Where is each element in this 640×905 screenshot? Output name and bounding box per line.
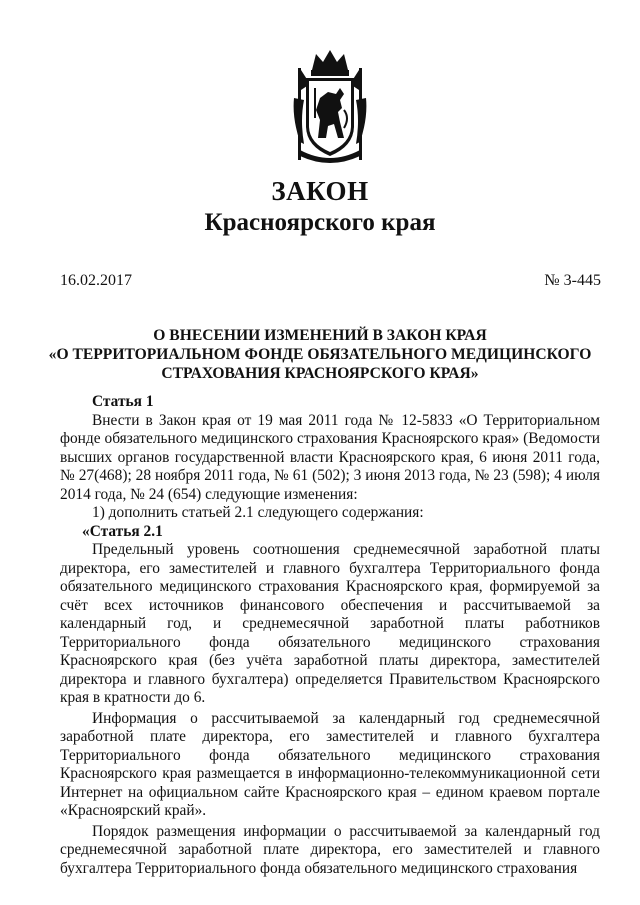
article-1-intro: Внести в Закон края от 19 мая 2011 года № 12-5833 «О Территориальном фонде обязательного медицинского страхования Красноярского края» (Ведомости высших органов государственной власти Красноярского края, 6 июня 2011 года, № 27(468); 28 ноября 2011 года, № 61 (502); 3 июня 2013 года, № 23 (598); 4 июля 2014 года, № 24 (654) следующие изменения: bbox=[60, 411, 600, 503]
paragraph: Порядок размещения информации о рассчитываемой за календарный год среднемесячной заработной плате директора, его заместителей и главного бухгалтера Территориального фонда обязательного медицинского страхования bbox=[60, 822, 600, 877]
item-1: 1) дополнить статьей 2.1 следующего содержания: bbox=[92, 504, 424, 521]
law-heading bbox=[0, 326, 640, 383]
krasnoyarsk-coat-of-arms-icon bbox=[290, 48, 370, 166]
heading-line: О ВНЕСЕНИИ ИЗМЕНЕНИЙ В ЗАКОН КРАЯ bbox=[153, 327, 487, 344]
article-1-title: Статья 1 bbox=[92, 393, 154, 410]
paragraph: Предельный уровень соотношения среднемесячной заработной платы директора, его заместителей и главного бухгалтера Территориального фонда обязательного медицинского страхования Красноярского края, формируемой за счёт всех источников финансового обеспечения и рассчитываемой за календарный год, и среднемесячной заработной платы работников Территориального фонда обязательного медицинского страхования Красноярского края (без учёта заработной платы директора, заместителей директора и главного бухгалтера) определяется Правительством Красноярского края в кратности до 6. bbox=[60, 541, 600, 706]
law-date: 16.02.2017 bbox=[60, 272, 132, 289]
paragraph: Информация о рассчитываемой за календарный год среднемесячной заработной плате директора, его заместителей и главного бухгалтера Территориального фонда обязательного медицинского страхования Красноярского края размещается в информационно-телекоммуникационной сети Интернет на официальном сайте Красноярского края – едином краевом портале «Красноярский край». bbox=[60, 709, 600, 819]
new-article-title: «Статья 2.1 bbox=[82, 522, 163, 540]
law-title: ЗАКОН bbox=[271, 176, 369, 206]
region-title: Красноярского края bbox=[204, 209, 436, 236]
heading-line: СТРАХОВАНИЯ КРАСНОЯРСКОГО КРАЯ» bbox=[161, 365, 479, 382]
law-number: № 3-445 bbox=[544, 272, 601, 289]
law-body bbox=[60, 393, 600, 878]
heading-line: «О ТЕРРИТОРИАЛЬНОМ ФОНДЕ ОБЯЗАТЕЛЬНОГО МЕДИЦИНСКОГО bbox=[48, 346, 592, 363]
